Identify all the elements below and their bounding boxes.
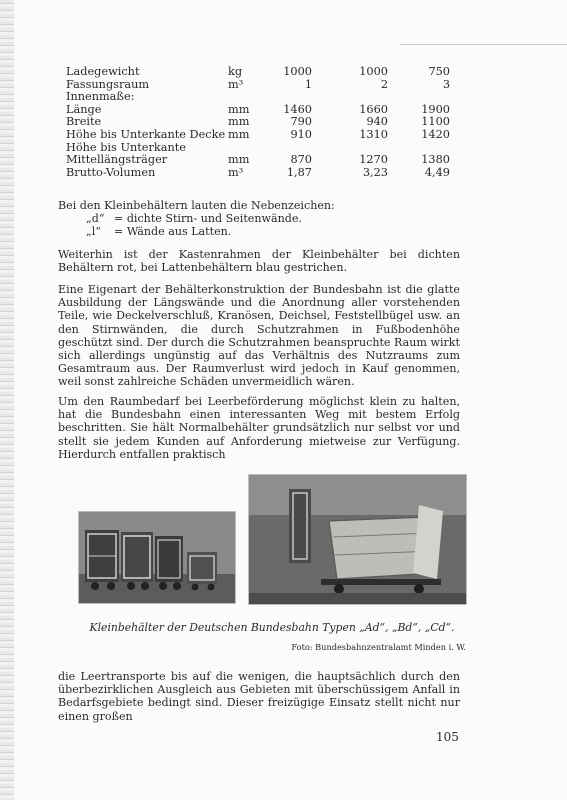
paragraph-continuation: die Leertransporte bis auf die wenigen, die hauptsächlich durch den überbezirklichen Ausgleich aus Gebieten mit überschüssigem Anfall in Bedarfsgebiete bedingt sind. Dieser freizügige Einsatz stellt nicht nur einen großen (58, 670, 460, 723)
spec-label: Ladegewicht (66, 65, 140, 78)
photo-container-group (78, 511, 236, 604)
page-number: 105 (436, 730, 459, 744)
spec-label: Mittellängsträger (66, 153, 168, 167)
figure-caption: Kleinbehälter der Deutschen Bundesbahn Typen „Ad“, „Bd“, „Cd“. (89, 621, 455, 634)
spec-value-bd: 940 (366, 115, 388, 129)
spec-unit: mm (228, 127, 250, 141)
photo-container-crane (248, 474, 467, 605)
spec-row (66, 66, 466, 79)
spec-value-ad: 790 (290, 115, 312, 129)
spec-value-ad: 870 (290, 153, 312, 167)
spec-value-cd: 3 (442, 77, 450, 91)
spec-value-cd: 1420 (421, 127, 450, 141)
spec-label: Länge (66, 102, 102, 116)
spec-value-cd: 4,49 (424, 165, 450, 179)
spec-label: Innenmaße: (66, 90, 135, 104)
spec-value-ad: 1460 (283, 102, 312, 116)
spec-value-bd: 1310 (359, 127, 388, 141)
spec-value-cd: 1900 (421, 102, 450, 116)
spec-row (66, 167, 466, 180)
paragraph-space-demand: Um den Raumbedarf bei Leerbeförderung möglichst klein zu halten, hat die Bundesbahn einen interessanten Weg mit bestem Erfolg beschritten. Sie hält Normalbehälter grundsätzlich nur selbst vor und stellt sie jedem Kunden auf Anforderung mietweise zur Verfügung. Hierdurch entfallen praktisch (58, 395, 460, 461)
spec-label: Höhe bis Unterkante (66, 140, 186, 154)
notes-intro: Bei den Kleinbehältern lauten die Nebenzeichen: (58, 199, 335, 212)
spec-value-ad: 1000 (283, 65, 312, 78)
spec-row (66, 104, 466, 117)
note-text: = dichte Stirn- und Seitenwände. (114, 211, 302, 225)
spec-value-ad: 910 (290, 127, 312, 141)
paragraph-color-coding: Weiterhin ist der Kastenrahmen der Kleinbehälter bei dichten Behältern rot, bei Lattenbehältern blau gestrichen. (58, 248, 460, 275)
spec-value-cd: 1380 (421, 153, 450, 167)
spec-value-bd: 1000 (359, 65, 388, 78)
spec-label: Fassungsraum (66, 77, 150, 91)
spec-row (66, 154, 466, 167)
spec-value-ad: 1,87 (286, 165, 312, 179)
spec-value-bd: 1270 (359, 153, 388, 167)
spec-unit: mm (228, 102, 250, 116)
paragraph-construction: Eine Eigenart der Behälterkonstruktion der Bundesbahn ist die glatte Ausbildung der Längswände und die Anordnung aller vorstehenden Teile, wie Deckelverschluß, Kranösen, Deichsel, Feststellbügel usw. an den Stirnwänden, die durch Schutzrahmen in Fußbodenhöhe geschützt sind. Der durch die Schutzrahmen beanspruchte Raum wirkt sich allerdings ungünstig auf das Verhältnis des Nutzraums zum Gesamtraum aus. Der Raumverlust wird jedoch in Kauf genommen, weil sonst zahlreiche Schäden unvermeidlich wären. (58, 283, 460, 389)
spec-unit: kg (228, 65, 243, 78)
suffix-notes (58, 200, 468, 238)
spec-unit: mm (228, 153, 250, 167)
spec-label: Breite (66, 115, 102, 129)
spec-label: Höhe bis Unterkante Decke (66, 127, 226, 141)
note-symbol: „d“ (86, 211, 105, 225)
note-symbol: „l“ (86, 224, 101, 238)
spec-value-cd: 750 (428, 65, 450, 78)
spec-value-cd: 1100 (421, 115, 450, 129)
fold-line (400, 44, 567, 45)
spec-value-bd: 2 (380, 77, 388, 91)
spec-unit: m³ (228, 165, 244, 179)
spec-table (66, 66, 466, 179)
scan-edge (0, 0, 14, 800)
spec-row (66, 129, 466, 142)
spec-value-bd: 1660 (359, 102, 388, 116)
spec-value-bd: 3,23 (362, 165, 388, 179)
spec-label: Brutto-Volumen (66, 165, 156, 179)
spec-value-ad: 1 (304, 77, 312, 91)
note-item (58, 226, 468, 239)
photo-credit: Foto: Bundesbahnzentralamt Minden i. W. (291, 642, 466, 652)
note-text: = Wände aus Latten. (114, 224, 232, 238)
spec-unit: mm (228, 115, 250, 129)
spec-unit: m³ (228, 77, 244, 91)
spec-row (66, 91, 466, 104)
